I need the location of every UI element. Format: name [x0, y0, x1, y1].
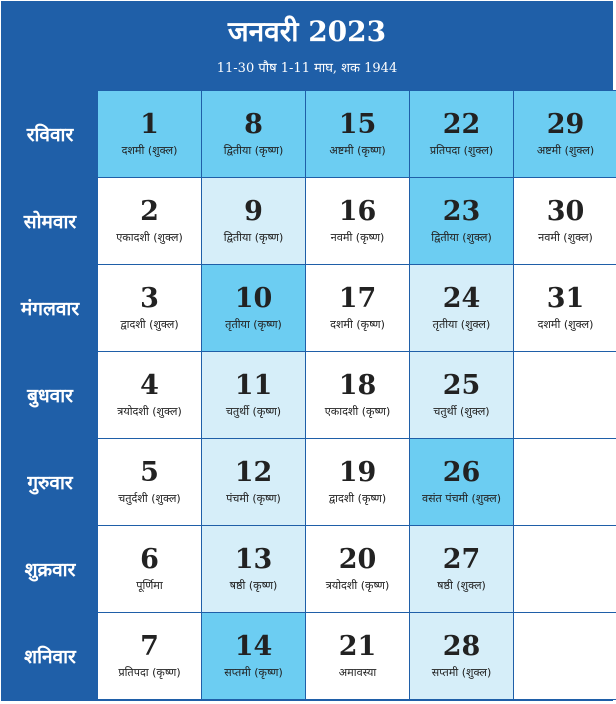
tithi-label: पंचमी (कृष्ण) — [226, 492, 281, 505]
date-cell — [306, 91, 410, 178]
tithi-label: षष्ठी (शुक्ल) — [437, 579, 486, 592]
month-title: जनवरी 2023 — [227, 15, 387, 48]
tithi-label: सप्तमी (कृष्ण) — [224, 666, 283, 679]
date-number: 31 — [546, 283, 585, 314]
date-cell — [306, 352, 410, 439]
date-cell — [410, 439, 514, 526]
week-row — [3, 352, 616, 439]
date-number: 7 — [140, 631, 159, 662]
tithi-label: प्रतिपदा (कृष्ण) — [118, 666, 181, 679]
date-cell — [410, 613, 514, 700]
tithi-label: चतुर्थी (कृष्ण) — [225, 405, 282, 418]
weekday-label: बुधवार — [3, 352, 98, 439]
date-number: 1 — [140, 109, 159, 140]
date-number: 17 — [338, 283, 377, 314]
tithi-label: अष्टमी (कृष्ण) — [329, 144, 386, 157]
tithi-label: द्वितीया (कृष्ण) — [223, 144, 284, 157]
week-row — [3, 91, 616, 178]
month-subtitle: 11-30 पौष 1-11 माघ, शक 1944 — [216, 61, 398, 76]
tithi-label: दशमी (कृष्ण) — [330, 318, 385, 331]
date-cell — [306, 526, 410, 613]
tithi-label: एकादशी (शुक्ल) — [116, 231, 183, 244]
date-number: 26 — [442, 457, 481, 488]
empty-date-cell — [514, 352, 616, 439]
date-number: 10 — [234, 283, 273, 314]
weekday-label: गुरुवार — [3, 439, 98, 526]
date-cell — [202, 265, 306, 352]
date-number: 4 — [140, 370, 159, 401]
date-number: 16 — [338, 196, 377, 227]
tithi-label: दशमी (शुक्ल) — [121, 144, 178, 157]
date-cell — [410, 526, 514, 613]
weekday-label: शुक्रवार — [3, 526, 98, 613]
date-number: 13 — [234, 544, 273, 575]
date-number: 9 — [244, 196, 263, 227]
tithi-label: वसंत पंचमी (शुक्ल) — [422, 492, 501, 505]
tithi-label: एकादशी (कृष्ण) — [324, 405, 391, 418]
empty-date-cell — [514, 526, 616, 613]
weekday-label: रविवार — [3, 91, 98, 178]
date-number: 5 — [140, 457, 159, 488]
date-cell — [514, 265, 616, 352]
date-cell — [202, 352, 306, 439]
date-number: 15 — [338, 109, 377, 140]
calendar-grid — [2, 90, 616, 700]
date-cell — [410, 178, 514, 265]
date-cell — [306, 439, 410, 526]
date-number: 28 — [442, 631, 481, 662]
date-cell — [98, 178, 202, 265]
date-cell — [202, 613, 306, 700]
date-number: 24 — [442, 283, 481, 314]
tithi-label: तृतीया (शुक्ल) — [432, 318, 491, 331]
date-cell — [98, 352, 202, 439]
date-cell — [98, 613, 202, 700]
calendar — [1, 1, 613, 701]
tithi-label: द्वादशी (कृष्ण) — [328, 492, 387, 505]
date-number: 21 — [338, 631, 377, 662]
tithi-label: त्रयोदशी (शुक्ल) — [117, 405, 182, 418]
empty-date-cell — [514, 439, 616, 526]
date-cell — [514, 178, 616, 265]
date-number: 14 — [234, 631, 273, 662]
date-number: 3 — [140, 283, 159, 314]
tithi-label: दशमी (शुक्ल) — [537, 318, 594, 331]
date-number: 20 — [338, 544, 377, 575]
date-number: 2 — [140, 196, 159, 227]
date-cell — [202, 91, 306, 178]
week-row — [3, 265, 616, 352]
date-number: 25 — [442, 370, 481, 401]
date-number: 6 — [140, 544, 159, 575]
date-cell — [202, 178, 306, 265]
week-row — [3, 178, 616, 265]
date-number: 12 — [234, 457, 273, 488]
tithi-label: अष्टमी (शुक्ल) — [536, 144, 595, 157]
date-cell — [98, 265, 202, 352]
date-cell — [202, 439, 306, 526]
tithi-label: द्वादशी (शुक्ल) — [120, 318, 179, 331]
date-cell — [306, 613, 410, 700]
date-cell — [306, 178, 410, 265]
tithi-label: द्वितीया (शुक्ल) — [431, 231, 492, 244]
tithi-label: नवमी (शुक्ल) — [538, 231, 593, 244]
tithi-label: अमावस्या — [338, 666, 377, 679]
week-row — [3, 613, 616, 700]
tithi-label: सप्तमी (शुक्ल) — [431, 666, 492, 679]
date-cell — [98, 526, 202, 613]
date-cell — [98, 439, 202, 526]
tithi-label: चतुर्दशी (शुक्ल) — [118, 492, 181, 505]
tithi-label: पूर्णिमा — [136, 579, 163, 592]
weekday-label: शनिवार — [3, 613, 98, 700]
tithi-label: षष्ठी (कृष्ण) — [229, 579, 278, 592]
week-row — [3, 526, 616, 613]
weekday-label: सोमवार — [3, 178, 98, 265]
date-number: 30 — [546, 196, 585, 227]
calendar-header — [2, 2, 612, 90]
date-cell — [410, 352, 514, 439]
tithi-label: त्रयोदशी (कृष्ण) — [325, 579, 390, 592]
date-cell — [306, 265, 410, 352]
tithi-label: नवमी (कृष्ण) — [330, 231, 385, 244]
date-number: 19 — [338, 457, 377, 488]
date-number: 23 — [442, 196, 481, 227]
tithi-label: तृतीया (कृष्ण) — [225, 318, 282, 331]
date-number: 11 — [234, 370, 273, 401]
tithi-label: द्वितीया (कृष्ण) — [223, 231, 284, 244]
date-cell — [410, 265, 514, 352]
date-cell — [202, 526, 306, 613]
tithi-label: चतुर्थी (शुक्ल) — [433, 405, 490, 418]
date-number: 29 — [546, 109, 585, 140]
tithi-label: प्रतिपदा (शुक्ल) — [429, 144, 494, 157]
date-number: 22 — [442, 109, 481, 140]
week-row — [3, 439, 616, 526]
weekday-label: मंगलवार — [3, 265, 98, 352]
empty-date-cell — [514, 613, 616, 700]
date-number: 18 — [338, 370, 377, 401]
date-cell — [514, 91, 616, 178]
date-number: 27 — [442, 544, 481, 575]
date-number: 8 — [244, 109, 263, 140]
date-cell — [98, 91, 202, 178]
date-cell — [410, 91, 514, 178]
